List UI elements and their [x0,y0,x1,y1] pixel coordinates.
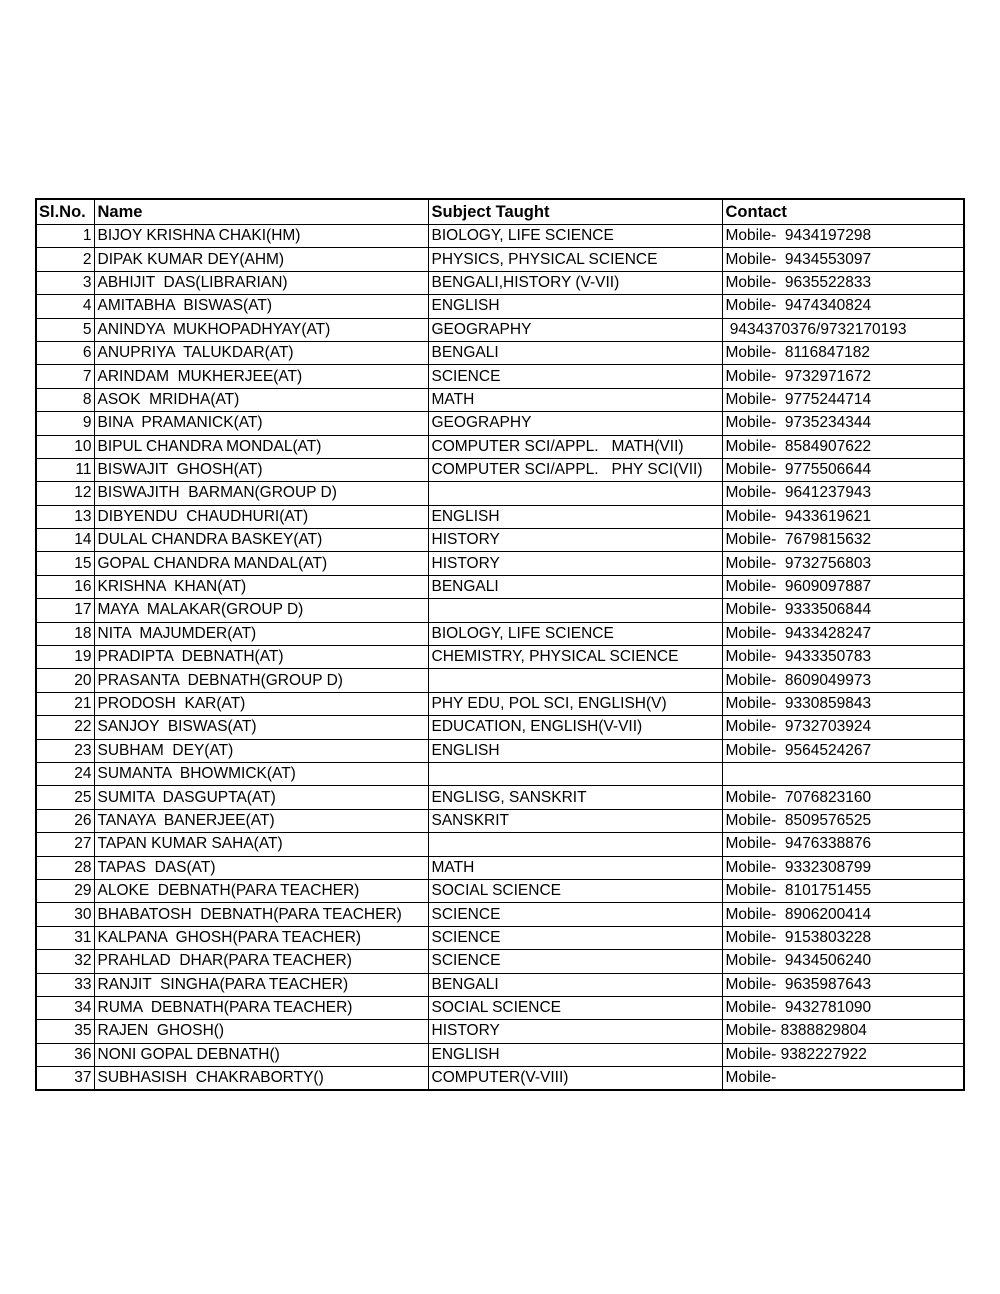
contact-cell: Mobile- 8101751455 [722,879,964,902]
name-cell: ALOKE DEBNATH(PARA TEACHER) [94,879,428,902]
subject-cell: SCIENCE [428,926,722,949]
sl-no-cell: 19 [36,646,94,669]
subject-cell: GEOGRAPHY [428,318,722,341]
name-cell: TANAYA BANERJEE(AT) [94,809,428,832]
contact-cell: Mobile- 9434506240 [722,950,964,973]
contact-cell: Mobile- 9564524267 [722,739,964,762]
table-row [36,646,964,669]
table-row [36,716,964,739]
name-cell: RUMA DEBNATH(PARA TEACHER) [94,996,428,1019]
sl-no-cell: 5 [36,318,94,341]
column-header-contact: Contact [722,199,964,225]
table-row [36,318,964,341]
subject-cell: COMPUTER(V-VIII) [428,1067,722,1091]
contact-cell: Mobile- 9434197298 [722,225,964,248]
table-row [36,973,964,996]
subject-cell: BENGALI [428,973,722,996]
sl-no-cell: 35 [36,1020,94,1043]
sl-no-cell: 1 [36,225,94,248]
contact-cell: Mobile- 8584907622 [722,435,964,458]
name-cell: PRASANTA DEBNATH(GROUP D) [94,669,428,692]
subject-cell: MATH [428,388,722,411]
name-cell: NONI GOPAL DEBNATH() [94,1043,428,1066]
contact-cell: Mobile- 9609097887 [722,575,964,598]
sl-no-cell: 6 [36,341,94,364]
table-row [36,388,964,411]
subject-cell: HISTORY [428,1020,722,1043]
name-cell: SUMANTA BHOWMICK(AT) [94,762,428,785]
name-cell: MAYA MALAKAR(GROUP D) [94,599,428,622]
sl-no-cell: 22 [36,716,94,739]
contact-cell: Mobile- 8509576525 [722,809,964,832]
table-row [36,365,964,388]
name-cell: KALPANA GHOSH(PARA TEACHER) [94,926,428,949]
name-cell: SANJOY BISWAS(AT) [94,716,428,739]
name-cell: PRAHLAD DHAR(PARA TEACHER) [94,950,428,973]
contact-cell: 9434370376/9732170193 [722,318,964,341]
name-cell: RANJIT SINGHA(PARA TEACHER) [94,973,428,996]
name-cell: PRADIPTA DEBNATH(AT) [94,646,428,669]
header-row [36,199,964,225]
contact-cell: Mobile- 9432781090 [722,996,964,1019]
name-cell: ANUPRIYA TALUKDAR(AT) [94,341,428,364]
table-row [36,903,964,926]
name-cell: BHABATOSH DEBNATH(PARA TEACHER) [94,903,428,926]
contact-cell: Mobile- 9775506644 [722,458,964,481]
contact-cell: Mobile- 7679815632 [722,529,964,552]
name-cell: TAPAN KUMAR SAHA(AT) [94,833,428,856]
subject-cell: MATH [428,856,722,879]
name-cell: RAJEN GHOSH() [94,1020,428,1043]
subject-cell: ENGLISG, SANSKRIT [428,786,722,809]
subject-cell: BIOLOGY, LIFE SCIENCE [428,225,722,248]
sl-no-cell: 21 [36,692,94,715]
contact-cell: Mobile- 9732703924 [722,716,964,739]
contact-cell: Mobile- 9434553097 [722,248,964,271]
contact-cell: Mobile- 9775244714 [722,388,964,411]
sl-no-cell: 8 [36,388,94,411]
table-row [36,225,964,248]
contact-cell: Mobile- 9732756803 [722,552,964,575]
contact-cell: Mobile- 9333506844 [722,599,964,622]
subject-cell [428,599,722,622]
subject-cell [428,482,722,505]
contact-cell: Mobile- 8116847182 [722,341,964,364]
sl-no-cell: 26 [36,809,94,832]
column-header-sl-no: Sl.No. [36,199,94,225]
sl-no-cell: 36 [36,1043,94,1066]
subject-cell: ENGLISH [428,739,722,762]
table-row [36,786,964,809]
contact-cell: Mobile- 9330859843 [722,692,964,715]
contact-cell: Mobile- 9732971672 [722,365,964,388]
table-row [36,739,964,762]
staff-contact-table [35,198,965,1091]
table-row [36,692,964,715]
sl-no-cell: 10 [36,435,94,458]
table-row [36,482,964,505]
sl-no-cell: 20 [36,669,94,692]
table-row [36,809,964,832]
contact-cell: Mobile- 9382227922 [722,1043,964,1066]
subject-cell: EDUCATION, ENGLISH(V-VII) [428,716,722,739]
subject-cell: PHYSICS, PHYSICAL SCIENCE [428,248,722,271]
table-row [36,458,964,481]
table-row [36,271,964,294]
contact-cell: Mobile- 9635522833 [722,271,964,294]
column-header-name: Name [94,199,428,225]
sl-no-cell: 30 [36,903,94,926]
sl-no-cell: 18 [36,622,94,645]
contact-cell: Mobile- 9433350783 [722,646,964,669]
sl-no-cell: 24 [36,762,94,785]
name-cell: ARINDAM MUKHERJEE(AT) [94,365,428,388]
table-row [36,552,964,575]
sl-no-cell: 32 [36,950,94,973]
subject-cell: SCIENCE [428,365,722,388]
name-cell: BISWAJIT GHOSH(AT) [94,458,428,481]
subject-cell: SOCIAL SCIENCE [428,996,722,1019]
name-cell: KRISHNA KHAN(AT) [94,575,428,598]
subject-cell: CHEMISTRY, PHYSICAL SCIENCE [428,646,722,669]
name-cell: NITA MAJUMDER(AT) [94,622,428,645]
table-row [36,248,964,271]
subject-cell: BIOLOGY, LIFE SCIENCE [428,622,722,645]
subject-cell [428,669,722,692]
contact-cell: Mobile- 8388829804 [722,1020,964,1043]
sl-no-cell: 28 [36,856,94,879]
name-cell: DIBYENDU CHAUDHURI(AT) [94,505,428,528]
name-cell: BINA PRAMANICK(AT) [94,412,428,435]
subject-cell: ENGLISH [428,295,722,318]
subject-cell: ENGLISH [428,505,722,528]
table-header [36,199,964,225]
name-cell: BIJOY KRISHNA CHAKI(HM) [94,225,428,248]
sl-no-cell: 7 [36,365,94,388]
sl-no-cell: 9 [36,412,94,435]
contact-cell: Mobile- 9474340824 [722,295,964,318]
table-row [36,856,964,879]
table-row [36,879,964,902]
name-cell: AMITABHA BISWAS(AT) [94,295,428,318]
sl-no-cell: 16 [36,575,94,598]
sl-no-cell: 4 [36,295,94,318]
sl-no-cell: 17 [36,599,94,622]
subject-cell: COMPUTER SCI/APPL. MATH(VII) [428,435,722,458]
column-header-subject-taught: Subject Taught [428,199,722,225]
subject-cell: SCIENCE [428,903,722,926]
contact-cell: Mobile- 9433428247 [722,622,964,645]
table-row [36,762,964,785]
contact-cell: Mobile- [722,1067,964,1091]
name-cell: BISWAJITH BARMAN(GROUP D) [94,482,428,505]
subject-cell [428,762,722,785]
sl-no-cell: 15 [36,552,94,575]
subject-cell: SOCIAL SCIENCE [428,879,722,902]
table-row [36,295,964,318]
sl-no-cell: 2 [36,248,94,271]
subject-cell: PHY EDU, POL SCI, ENGLISH(V) [428,692,722,715]
name-cell: PRODOSH KAR(AT) [94,692,428,715]
contact-cell: Mobile- 9476338876 [722,833,964,856]
subject-cell: COMPUTER SCI/APPL. PHY SCI(VII) [428,458,722,481]
name-cell: DULAL CHANDRA BASKEY(AT) [94,529,428,552]
contact-cell: Mobile- 9635987643 [722,973,964,996]
sl-no-cell: 11 [36,458,94,481]
sl-no-cell: 29 [36,879,94,902]
table-row [36,435,964,458]
name-cell: ASOK MRIDHA(AT) [94,388,428,411]
table-row [36,1043,964,1066]
contact-cell: Mobile- 9641237943 [722,482,964,505]
sl-no-cell: 25 [36,786,94,809]
name-cell: GOPAL CHANDRA MANDAL(AT) [94,552,428,575]
sl-no-cell: 23 [36,739,94,762]
table-row [36,412,964,435]
contact-cell: Mobile- 9735234344 [722,412,964,435]
table-row [36,833,964,856]
table-row [36,599,964,622]
subject-cell: SANSKRIT [428,809,722,832]
sl-no-cell: 31 [36,926,94,949]
subject-cell: HISTORY [428,529,722,552]
contact-cell: Mobile- 9433619621 [722,505,964,528]
sl-no-cell: 27 [36,833,94,856]
table-row [36,505,964,528]
subject-cell: ENGLISH [428,1043,722,1066]
sl-no-cell: 3 [36,271,94,294]
subject-cell: HISTORY [428,552,722,575]
subject-cell [428,833,722,856]
sl-no-cell: 14 [36,529,94,552]
sl-no-cell: 12 [36,482,94,505]
table-body [36,225,964,1091]
name-cell: DIPAK KUMAR DEY(AHM) [94,248,428,271]
table-row [36,622,964,645]
table-row [36,529,964,552]
subject-cell: BENGALI [428,341,722,364]
name-cell: SUBHASISH CHAKRABORTY() [94,1067,428,1091]
table-row [36,669,964,692]
table-row [36,341,964,364]
contact-cell: Mobile- 8906200414 [722,903,964,926]
table-row [36,575,964,598]
sl-no-cell: 34 [36,996,94,1019]
table-row [36,1020,964,1043]
name-cell: ANINDYA MUKHOPADHYAY(AT) [94,318,428,341]
sl-no-cell: 33 [36,973,94,996]
name-cell: ABHIJIT DAS(LIBRARIAN) [94,271,428,294]
table-row [36,950,964,973]
contact-cell [722,762,964,785]
name-cell: BIPUL CHANDRA MONDAL(AT) [94,435,428,458]
subject-cell: BENGALI [428,575,722,598]
name-cell: SUMITA DASGUPTA(AT) [94,786,428,809]
subject-cell: GEOGRAPHY [428,412,722,435]
subject-cell: BENGALI,HISTORY (V-VII) [428,271,722,294]
name-cell: SUBHAM DEY(AT) [94,739,428,762]
table-row [36,926,964,949]
table-row [36,996,964,1019]
contact-cell: Mobile- 9332308799 [722,856,964,879]
contact-cell: Mobile- 7076823160 [722,786,964,809]
subject-cell: SCIENCE [428,950,722,973]
contact-cell: Mobile- 8609049973 [722,669,964,692]
name-cell: TAPAS DAS(AT) [94,856,428,879]
contact-cell: Mobile- 9153803228 [722,926,964,949]
sl-no-cell: 37 [36,1067,94,1091]
sl-no-cell: 13 [36,505,94,528]
table-row [36,1067,964,1091]
